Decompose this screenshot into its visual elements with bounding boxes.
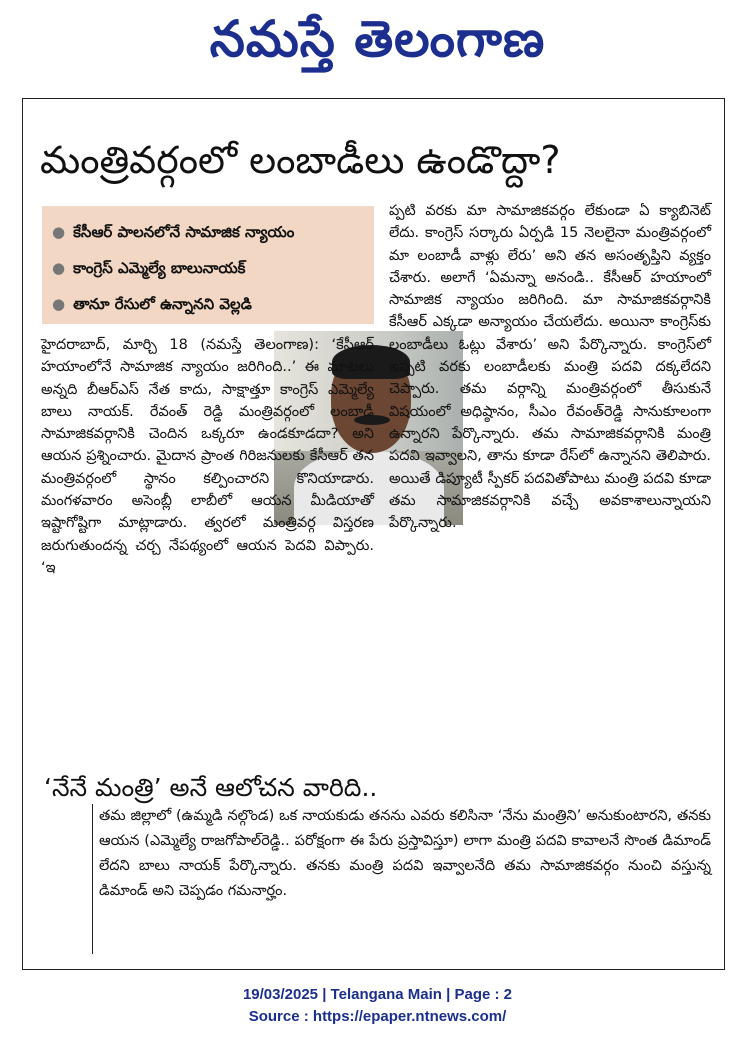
- bullet-icon: ●: [52, 295, 66, 313]
- bullet-icon: ●: [52, 259, 66, 277]
- right-column: [389, 200, 711, 534]
- masthead-title: నమస్తే తెలంగాణ: [209, 10, 546, 68]
- footer-source-link[interactable]: Source : https://epaper.ntnews.com/: [248, 1008, 507, 1025]
- masthead: [0, 6, 755, 72]
- highlight-item: ● తానూ రేసులో ఉన్నానని వెల్లడి: [52, 295, 252, 313]
- sidebar-story: [92, 804, 711, 954]
- highlights-box: [42, 206, 374, 324]
- highlight-item: ● కేసీఆర్ పాలనలోనే సామాజిక న్యాయం: [52, 223, 295, 241]
- sidebar-story-text: తమ జిల్లాలో (ఉమ్మడి నల్గొండ) ఒక నాయకుడు తనను ఎవరు కలిసినా ‘నేను మంత్రిని’ అనుకుంటారని, తనకు ఆయన (ఎమ్మెల్యే రాజగోపాల్‌రెడ్డి.. పరోక్షంగా ఈ పేరు ప్రస్తావిస్తూ) లాగా మంత్రి పదవి కావాలనే సొంత డిమాండ్ లేదని బాలు నాయక్ పేర్కొన్నారు. తనకు మంత్రి పదవి ఇవ్వాలనేది తమ సామాజికవర్గం నుంచి వస్తున్న డిమాండ్ అని చెప్పడం గమనార్హం.: [99, 808, 711, 899]
- article-headline: మంత్రివర్గంలో లంబాడీలు ఉండొద్దా?: [40, 138, 561, 182]
- highlight-item: ● కాంగ్రెస్ ఎమ్మెల్యే బాలునాయక్: [52, 259, 246, 277]
- footer-date-edition: 19/03/2025 | Telangana Main | Page : 2: [242, 986, 513, 1003]
- right-column-text: ప్పటి వరకు మా సామాజికవర్గం లేకుండా ఏ క్యాబినెట్ లేదు. కాంగ్రెస్ సర్కారు ఏర్పడి 15 నెలలైనా మంత్రివర్గంలో మా లంబాడీ వాళ్లు లేరు’ అని తన అసంతృప్తిని వ్యక్తం చేశారు. అలాగే ‘ఏమన్నా అనండి.. కేసీఆర్ హయాంలో సామాజిక న్యాయం జరిగింది. మా సామాజికవర్గానికి కేసీఆర్ ఎక్కడా అన్యాయం చేయలేదు. అయినా కాంగ్రెస్‌కు లంబాడీలు ఓట్లు వేశారు’ అని పేర్కొన్నారు. కాంగ్రెస్‌లో ఇప్పటి వరకు లంబాడీలకు మంత్రి పదవి దక్కలేదని చెప్పారు. తమ వర్గాన్ని మంత్రివర్గంలో తీసుకునే విషయంలో అధిష్ఠానం, సీఎం రేవంత్‌రెడ్డి సానుకూలంగా ఉన్నారని పేర్కొన్నారు. తమ సామాజికవర్గానికి మంత్రి పదవి ఇవ్వాలని, తాను కూడా రేస్‌లో ఉన్నానని తెలిపారు. అయితే డిప్యూటీ స్పీకర్ పదవితోపాటు మంత్రి పదవి కూడా తమ సామాజికవర్గానికి వచ్చే అవకాశాలున్నాయని పేర్కొన్నారు.: [389, 203, 711, 532]
- bullet-icon: ●: [52, 223, 66, 241]
- sub-heading: ‘నేనే మంత్రి’ అనే ఆలోచన వారిది..: [44, 773, 378, 802]
- left-column: [41, 334, 374, 579]
- left-column-text: హైదరాబాద్, మార్చి 18 (నమస్తే తెలంగాణ): ‘కేసీఆర్ హయాంలోనే సామాజిక న్యాయం జరిగింది..’ ఈ మాటలు అన్నది బీఆర్ఎస్ నేత కాదు, సాక్షాత్తూ కాంగ్రెస్ ఎమ్మెల్యే బాలు నాయక్. రేవంత్ రెడ్డి మంత్రివర్గంలో లంబాడీ సామాజికవర్గానికి చెందిన ఒక్కరూ ఉండకూడదా? అని ఆయన ప్రశ్నించారు. మైదాన ప్రాంత గిరిజనులకు కేసీఆర్ తన మంత్రివర్గంలో స్థానం కల్పించారని కొనియాడారు. మంగళవారం అసెంబ్లీ లాబీలో ఆయన మీడియాతో ఇష్టాగోష్టిగా మాట్లాడారు. త్వరలో మంత్రివర్గ విస్తరణ జరుగుతుందన్న చర్చ నేపథ్యంలో ఆయన పెదవి విప్పారు. ‘ఇ: [41, 337, 374, 576]
